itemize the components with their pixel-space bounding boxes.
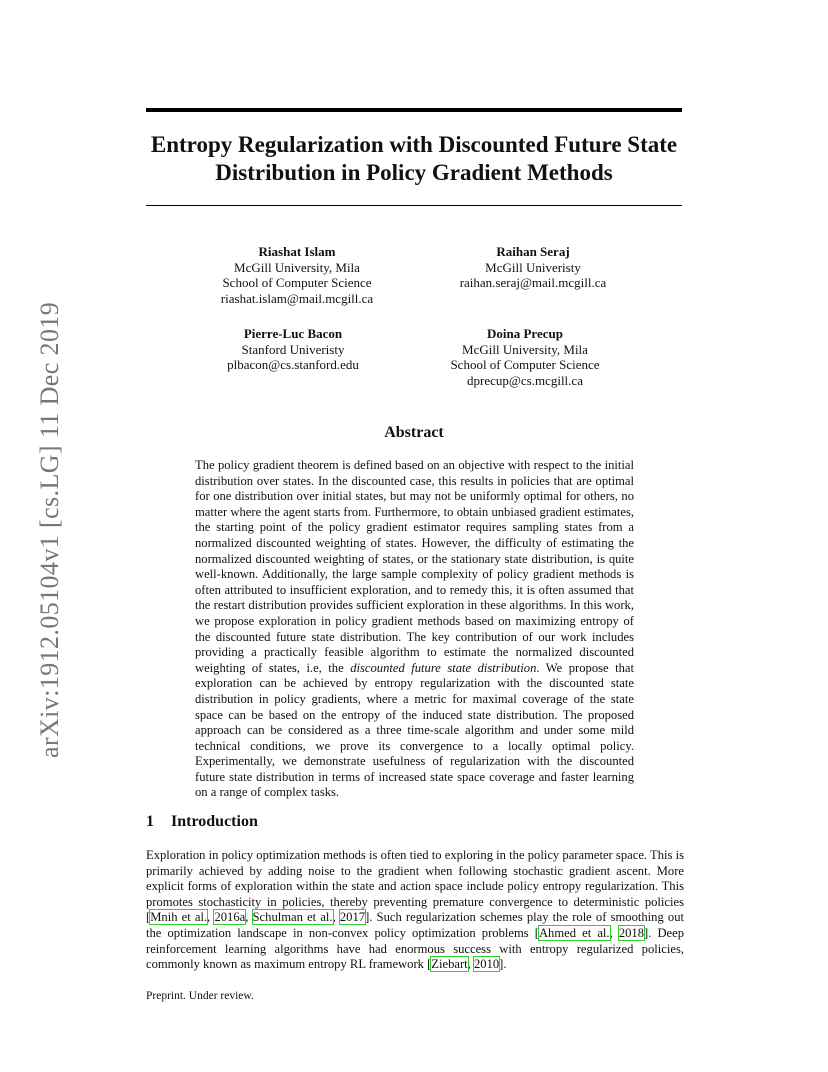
abstract-heading: Abstract xyxy=(384,424,444,441)
section-title: Introduction xyxy=(171,813,258,830)
citation-link[interactable]: Ahmed et al. xyxy=(538,925,610,940)
author-block xyxy=(400,326,650,388)
intro-text: Exploration in policy optimization methods is often tied to exploring in the policy parameter space. This is primarily achieved by adding noise to the gradient when following stochastic gradient ascent. More explicit forms of exploration within the state and action space include policy entropy regularization. This promotes stochasticity in policies, thereby preventing premature convergence to deterministic policies [ xyxy=(146,848,684,925)
author-affiliation: School of Computer Science xyxy=(222,275,372,290)
section-number: 1 xyxy=(146,813,154,830)
author-name: Raihan Seraj xyxy=(496,244,570,259)
abstract-text-part: . We propose that exploration can be achieved by entropy regularization with the discounted state distribution in policy gradients, where a metric for maximal coverage of the state space can be based on the entropy of the induced state distribution. The proposed approach can be considered as a three time-scale algorithm and under some mild technical conditions, we prove its convergence to a locally optimal policy. Experimentally, we demonstrate usefulness of regularization with the discounted future state distribution in terms of increased state space coverage and faster learning on a range of complex tasks. xyxy=(195,660,634,800)
citation-link[interactable]: Schulman et al. xyxy=(252,910,333,925)
citation-link[interactable]: 2018 xyxy=(618,925,644,940)
author-email: raihan.seraj@mail.mcgill.ca xyxy=(459,275,607,290)
citation-link[interactable]: 2016a xyxy=(214,910,246,925)
author-block xyxy=(168,326,418,373)
author-name: Riashat Islam xyxy=(258,244,336,259)
abstract-text-part: The policy gradient theorem is defined based on an objective with respect to the initial distribution over states. In the discounted case, this results in policies that are optimal for one distribution over initial states, but may not be uniformly optimal for others, no matter where the agent starts from. Furthermore, to obtain unbiased gradient estimates, the starting point of the policy gradient estimator requires sampling states from a normalized discounted weighting of states. However, the difficulty of estimating the normalized discounted weighting of states, or the stationary state distribution, is quite well-known. Additionally, the large sample complexity of policy gradient methods is often attributed to insufficient exploration, and to remedy this, it is often assumed that the restart distribution provides sufficient exploration in these algorithms. In this work, we propose exploration in policy gradient methods based on maximizing entropy of the discounted future state distribution. The key contribution of our work includes providing a practically feasible algorithm to estimate the normalized discounted weighting of states, i.e, the xyxy=(195,458,634,675)
abstract-emphasis: discounted future state distribution xyxy=(350,660,537,675)
intro-text: , xyxy=(245,910,253,925)
intro-text: , xyxy=(332,910,340,925)
introduction-paragraph xyxy=(146,848,684,973)
abstract-text xyxy=(195,458,634,801)
citation-link[interactable]: 2017 xyxy=(339,910,366,925)
author-affiliation: McGill University, Mila xyxy=(462,341,588,357)
citation-link[interactable]: Ziebart xyxy=(431,957,468,972)
intro-text: ]. Deep reinforcement learning algorithms have had enormous success with entropy regularized policies, commonly known as maximum entropy RL framework [ xyxy=(146,925,685,972)
author-affiliation: McGill Univeristy xyxy=(485,259,581,275)
intro-text: , xyxy=(207,910,215,925)
title-bottom-rule xyxy=(146,205,682,206)
author-email: riashat.islam@mail.mcgill.ca xyxy=(220,290,374,306)
intro-text: ]. Such regularization schemes play the role of smoothing out the optimization landscape in non-convex policy optimization problems [ xyxy=(146,910,685,940)
citation-link[interactable]: 2010 xyxy=(473,957,500,972)
author-name: Pierre-Luc Bacon xyxy=(243,326,343,341)
author-email: plbacon@cs.stanford.edu xyxy=(227,357,359,372)
author-block xyxy=(172,244,422,306)
intro-text: ]. xyxy=(499,957,507,972)
author-email: dprecup@cs.mcgill.ca xyxy=(467,372,583,388)
paper-title: Entropy Regularization with Discounted Future State Distribution in Policy Gradient Methods xyxy=(150,132,678,185)
author-affiliation: School of Computer Science xyxy=(450,357,600,372)
section-heading-introduction xyxy=(146,813,258,831)
intro-text: , xyxy=(609,925,619,940)
arxiv-identifier: arXiv:1912.05104v1 [cs.LG] 11 Dec 2019 xyxy=(35,301,64,758)
title-top-rule xyxy=(146,108,682,112)
author-block xyxy=(408,244,658,291)
author-name: Doina Precup xyxy=(487,326,563,341)
author-affiliation: Stanford Univeristy xyxy=(241,341,345,357)
citation-link[interactable]: Mnih et al. xyxy=(150,910,208,925)
intro-text: , xyxy=(467,957,474,972)
preprint-footer: Preprint. Under review. xyxy=(146,990,254,1002)
author-affiliation: McGill University, Mila xyxy=(234,259,360,275)
